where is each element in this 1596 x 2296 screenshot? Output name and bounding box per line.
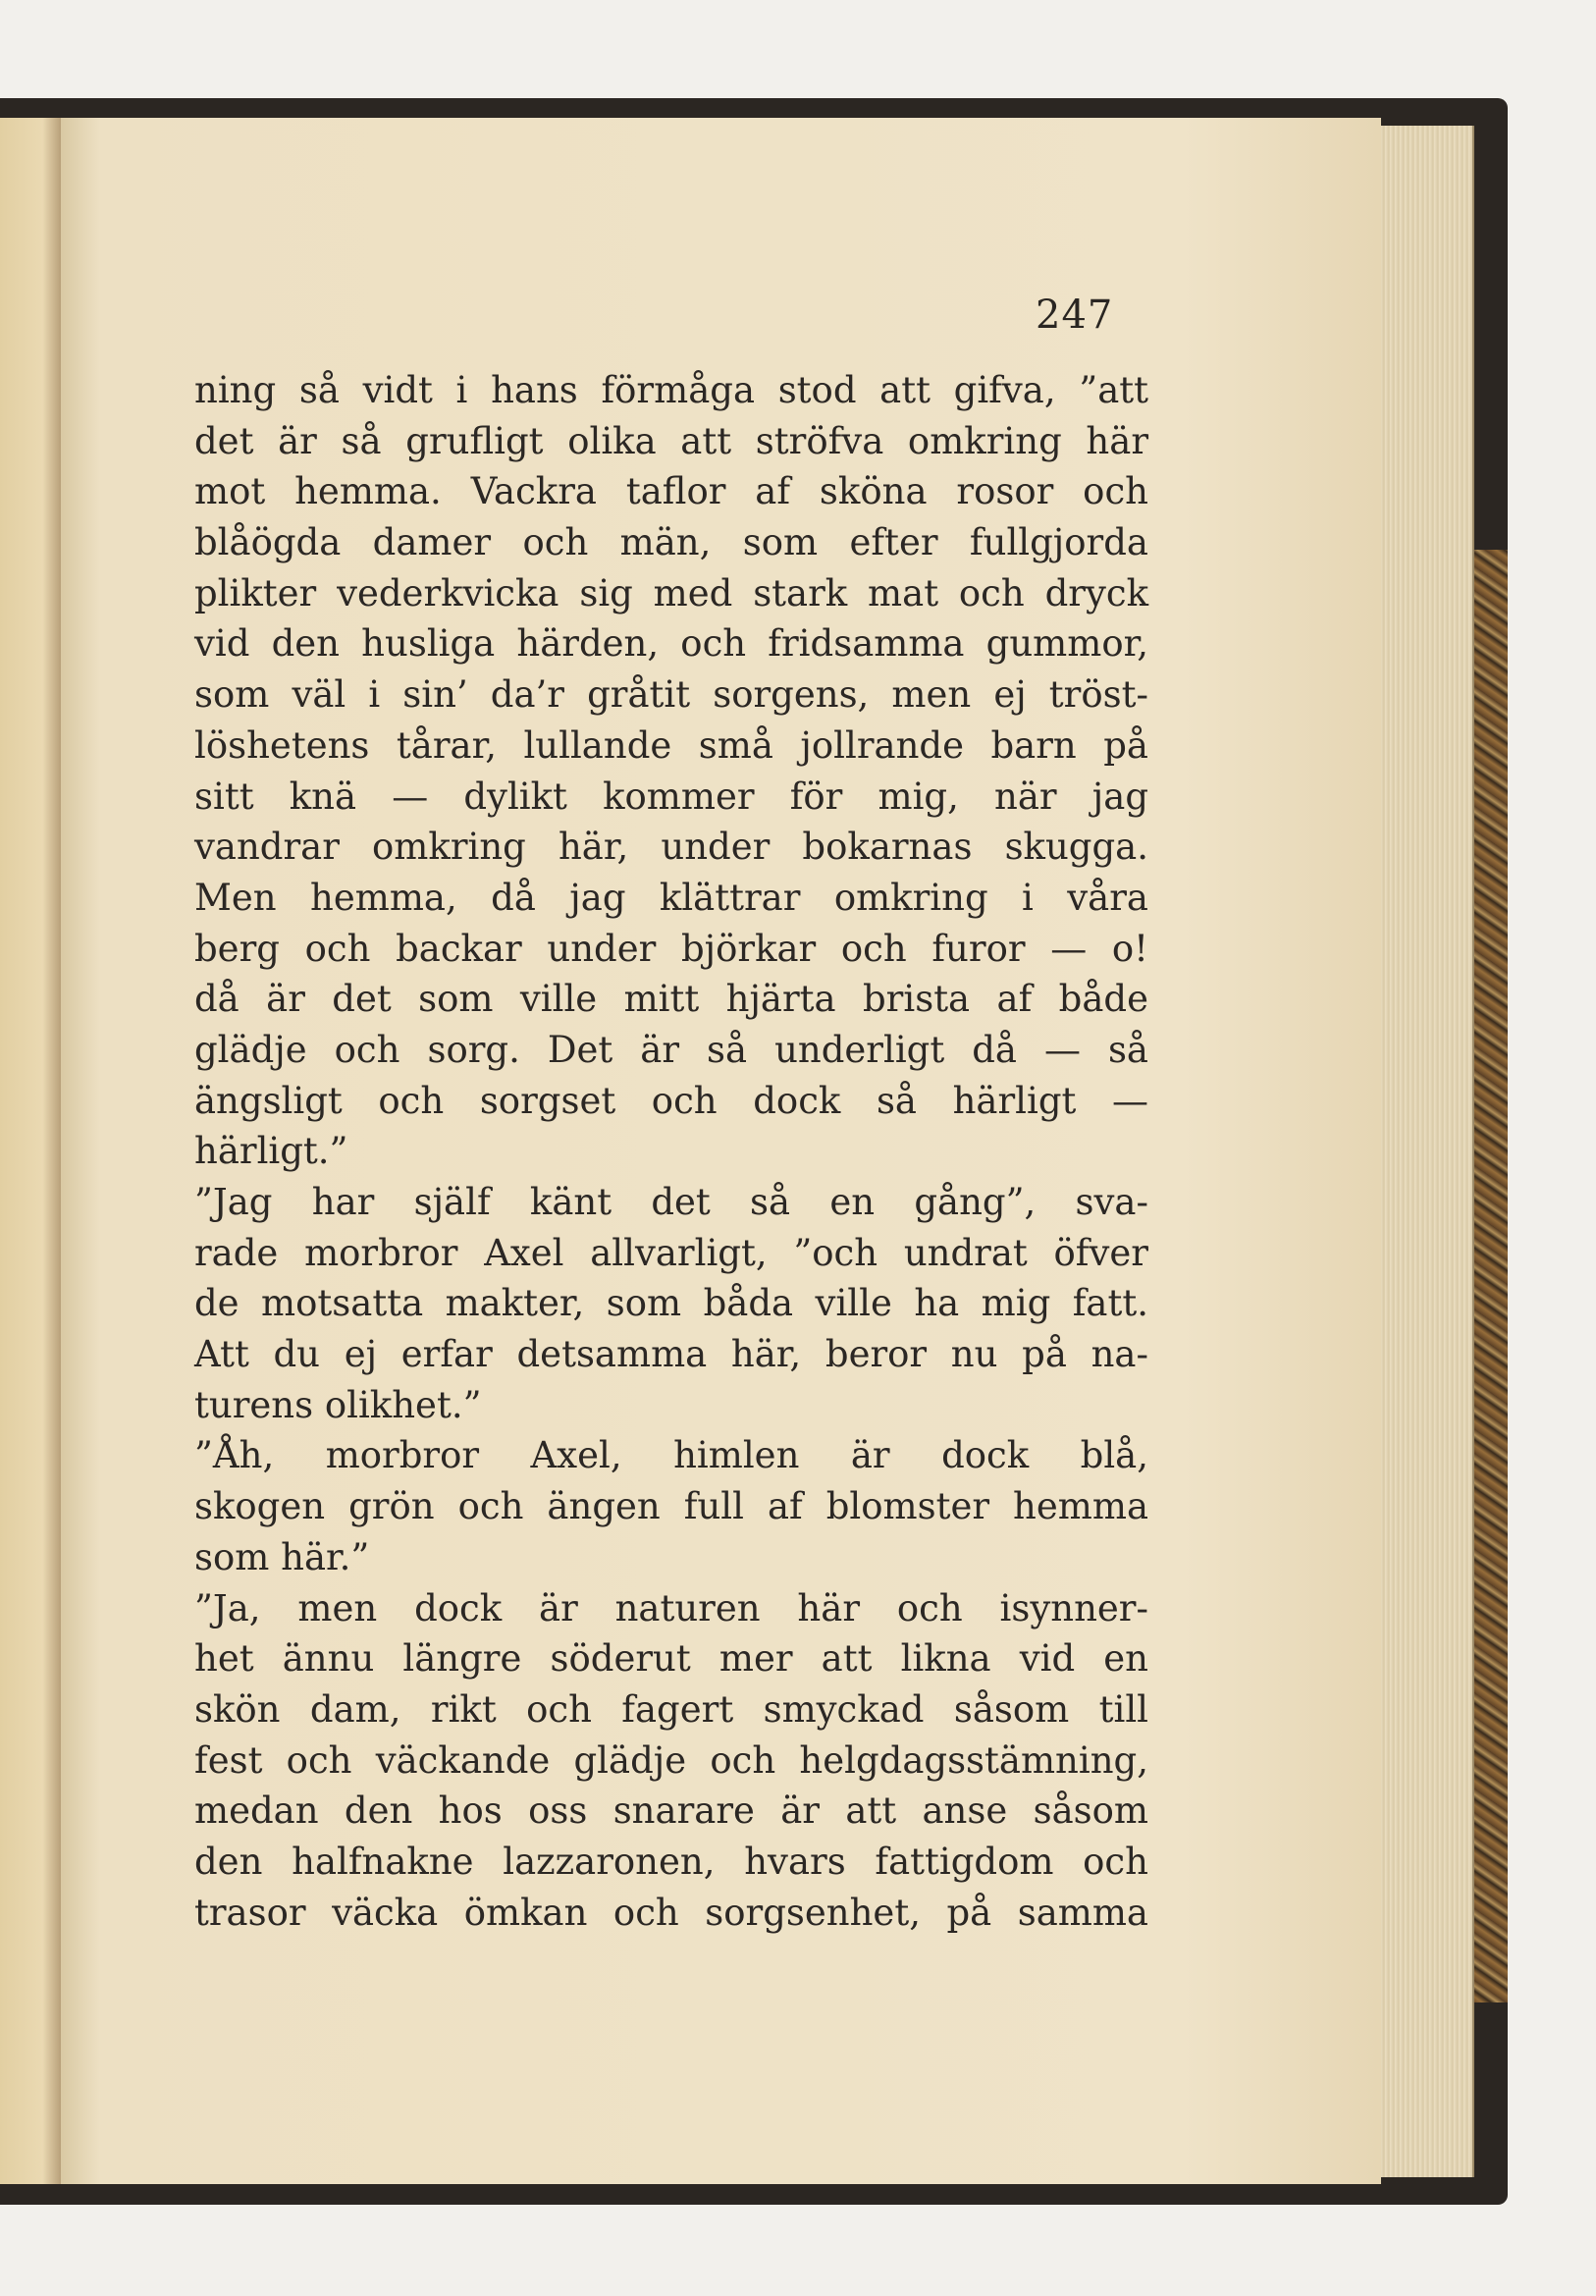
text-line: ”Ja, men dock är naturen här och isynner- bbox=[194, 1586, 1148, 1629]
text-line: de motsatta makter, som båda ville ha mig fatt. bbox=[194, 1282, 1148, 1325]
text-line: berg och backar under björkar och furor — o! bbox=[194, 927, 1148, 970]
text-line: löshetens tårar, lullande små jollrande barn på bbox=[194, 723, 1148, 767]
text-line: ängsligt och sorgset och dock så härligt — bbox=[194, 1079, 1148, 1122]
text-line: vid den husliga härden, och fridsamma gummor, bbox=[194, 622, 1148, 666]
marbled-cover-edge bbox=[1472, 550, 1508, 2002]
text-line: det är så grufligt olika att ströfva omkring här bbox=[194, 419, 1148, 462]
text-line: mot hemma. Vackra taflor af sköna rosor och bbox=[194, 470, 1148, 513]
text-line: glädje och sorg. Det är så underligt då — så bbox=[194, 1028, 1148, 1071]
text-line: den halfnakne lazzaronen, hvars fattigdom och bbox=[194, 1840, 1148, 1883]
text-line: som väl i sin’ da’r gråtit sorgens, men ej tröst- bbox=[194, 673, 1148, 717]
left-page-edge bbox=[0, 118, 61, 2184]
text-line: sitt knä — dylikt kommer för mig, när jag bbox=[194, 774, 1148, 818]
text-line: skogen grön och ängen full af blomster hemma bbox=[194, 1485, 1148, 1528]
text-line: Men hemma, då jag klättrar omkring i våra bbox=[194, 876, 1148, 919]
text-line: skön dam, rikt och fagert smyckad såsom till bbox=[194, 1687, 1148, 1731]
text-line: turens olikhet.” bbox=[194, 1383, 482, 1426]
text-line: blåögda damer och män, som efter fullgjorda bbox=[194, 521, 1148, 564]
text-line: vandrar omkring här, under bokarnas skugga. bbox=[194, 826, 1148, 869]
text-line: ”Jag har själf känt det så en gång”, sva- bbox=[194, 1181, 1148, 1223]
text-line: rade morbror Axel allvarligt, ”och undrat öfver bbox=[194, 1231, 1148, 1274]
text-line: medan den hos oss snarare är att anse såsom bbox=[194, 1789, 1148, 1833]
page-block-edges bbox=[1381, 126, 1474, 2177]
page-number: 247 bbox=[1036, 293, 1114, 338]
text-line: het ännu längre söderut mer att likna vid en bbox=[194, 1637, 1148, 1681]
text-line: ”Åh, morbror Axel, himlen är dock blå, bbox=[194, 1434, 1148, 1477]
text-line: härligt.” bbox=[194, 1130, 348, 1173]
text-line: fest och väckande glädje och helgdagsstämning, bbox=[194, 1738, 1148, 1782]
text-line: som här.” bbox=[194, 1535, 370, 1578]
text-line: Att du ej erfar detsamma här, beror nu på na- bbox=[194, 1333, 1148, 1376]
text-line: ning så vidt i hans förmåga stod att gifva, ”att bbox=[194, 369, 1148, 411]
text-line: plikter vederkvicka sig med stark mat och dryck bbox=[194, 571, 1148, 614]
page-text bbox=[194, 365, 1148, 1938]
text-line: då är det som ville mitt hjärta brista af både bbox=[194, 978, 1148, 1021]
text-line: trasor väcka ömkan och sorgsenhet, på samma bbox=[194, 1891, 1148, 1934]
